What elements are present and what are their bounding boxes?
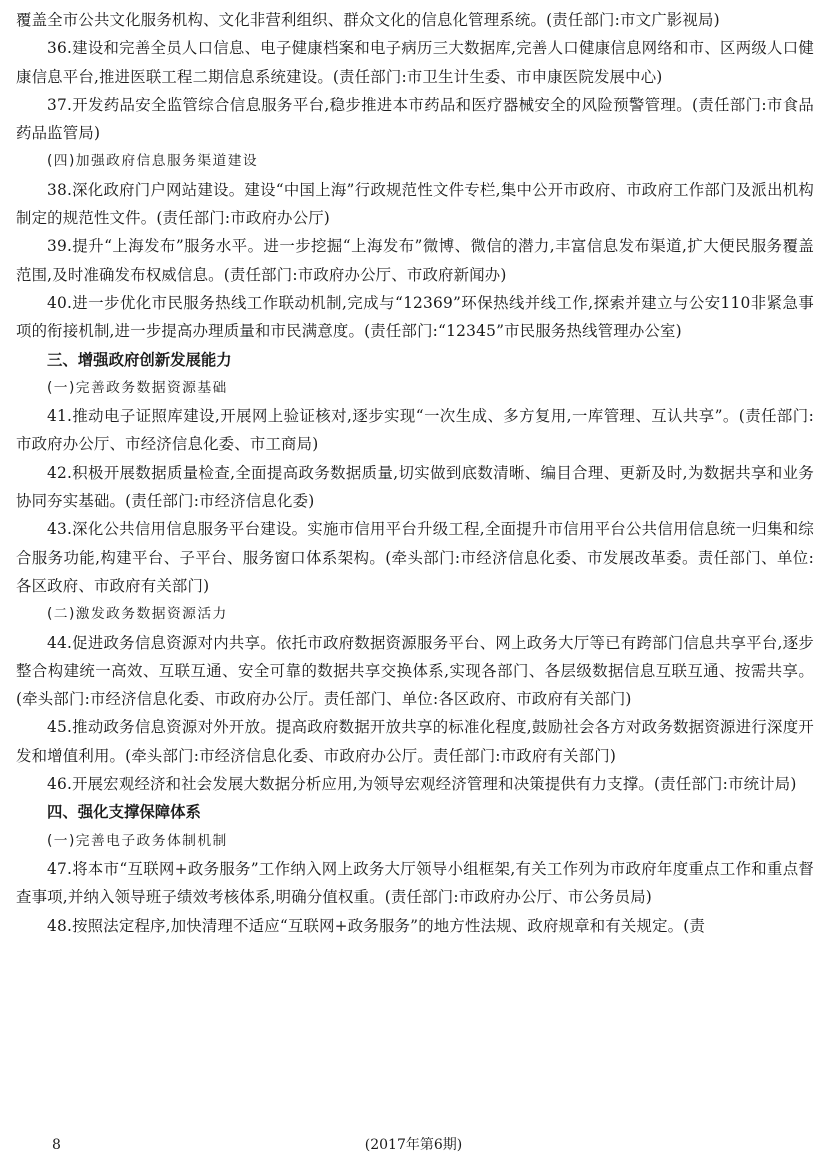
item-39: 39.提升“上海发布”服务水平。进一步挖掘“上海发布”微博、微信的潜力,丰富信息发布渠道,扩大便民服务覆盖范围,及时准确发布权威信息。(责任部门:市政府办公厅、市政府新闻办) <box>16 237 814 284</box>
subheading-data-vitality: (二)激发政务数据资源活力 <box>47 606 228 623</box>
page-footer <box>0 1132 827 1158</box>
item-47: 47.将本市“互联网+政务服务”工作纳入网上政务大厅领导小组框架,有关工作列为市政府年度重点工作和重点督查事项,并纳入领导班子绩效考核体系,明确分值权重。(责任部门:市政府办公厅、市公务员局) <box>16 859 814 907</box>
item-43: 43.深化公共信用信息服务平台建设。实施市信用平台升级工程,全面提升市信用平台公共信用信息统一归集和综合服务功能,构建平台、子平台、服务窗口体系架构。(牵头部门:市经济信息化委、市发展改革委。责任部门、单位:各区政府、市政府有关部门) <box>16 520 814 595</box>
section-heading-3: 三、增强政府创新发展能力 <box>47 350 232 369</box>
item-42: 42.积极开展数据质量检查,全面提高政务数据质量,切实做到底数清晰、编目合理、更新及时,为数据共享和业务协同夯实基础。(责任部门:市经济信息化委) <box>16 463 814 511</box>
item-48: 48.按照法定程序,加快清理不适应“互联网+政务服务”的地方性法规、政府规章和有关规定。(责 <box>47 916 706 935</box>
item-38: 38.深化政府门户网站建设。建设“中国上海”行政规范性文件专栏,集中公开市政府、市政府工作部门及派出机构制定的规范性文件。(责任部门:市政府办公厅) <box>16 180 814 228</box>
item-41: 41.推动电子证照库建设,开展网上验证核对,逐步实现“一次生成、多方复用,一库管理、互认共享”。(责任部门:市政府办公厅、市经济信息化委、市工商局) <box>16 407 814 454</box>
document-body <box>16 6 814 940</box>
item-44: 44.促进政务信息资源对内共享。依托市政府数据资源服务平台、网上政务大厅等已有跨部门信息共享平台,逐步整合构建统一高效、互联互通、安全可靠的数据共享交换体系,实现各部门、各层级数据信息互联互通、按需共享。(牵头部门:市经济信息化委、市政府办公厅。责任部门、单位:各区政府、市政府有关部门) <box>16 633 814 709</box>
subheading-gov-info-channels: (四)加强政府信息服务渠道建设 <box>47 153 259 170</box>
section-heading-4: 四、强化支撑保障体系 <box>47 803 201 822</box>
item-37: 37.开发药品安全监管综合信息服务平台,稳步推进本市药品和医疗器械安全的风险预警管理。(责任部门:市食品药品监管局) <box>16 95 814 143</box>
subheading-egov-mechanism: (一)完善电子政务体制机制 <box>47 832 228 849</box>
item-36: 36.建设和完善全员人口信息、电子健康档案和电子病历三大数据库,完善人口健康信息网络和市、区两级人口健康信息平台,推进医联工程二期信息系统建设。(责任部门:市卫生计生委、市申康医院发展中心) <box>16 39 814 86</box>
paragraph-continuation: 覆盖全市公共文化服务机构、文化非营利组织、群众文化的信息化管理系统。(责任部门:市文广影视局) <box>16 11 720 29</box>
item-46: 46.开展宏观经济和社会发展大数据分析应用,为领导宏观经济管理和决策提供有力支撑。(责任部门:市统计局) <box>47 775 797 794</box>
page-number: 8 <box>52 1137 61 1153</box>
item-45: 45.推动政务信息资源对外开放。提高政府数据开放共享的标准化程度,鼓励社会各方对政务数据资源进行深度开发和增值利用。(牵头部门:市经济信息化委、市政府办公厅。责任部门:市政府有关部门) <box>16 718 814 765</box>
issue-label: (2017年第6期) <box>364 1137 463 1153</box>
item-40: 40.进一步优化市民服务热线工作联动机制,完成与“12369”环保热线并线工作,探索并建立与公安110非紧急事项的衔接机制,进一步提高办理质量和市民满意度。(责任部门:“12345”市民服务热线管理办公室) <box>16 293 814 341</box>
subheading-data-foundation: (一)完善政务数据资源基础 <box>47 379 228 396</box>
